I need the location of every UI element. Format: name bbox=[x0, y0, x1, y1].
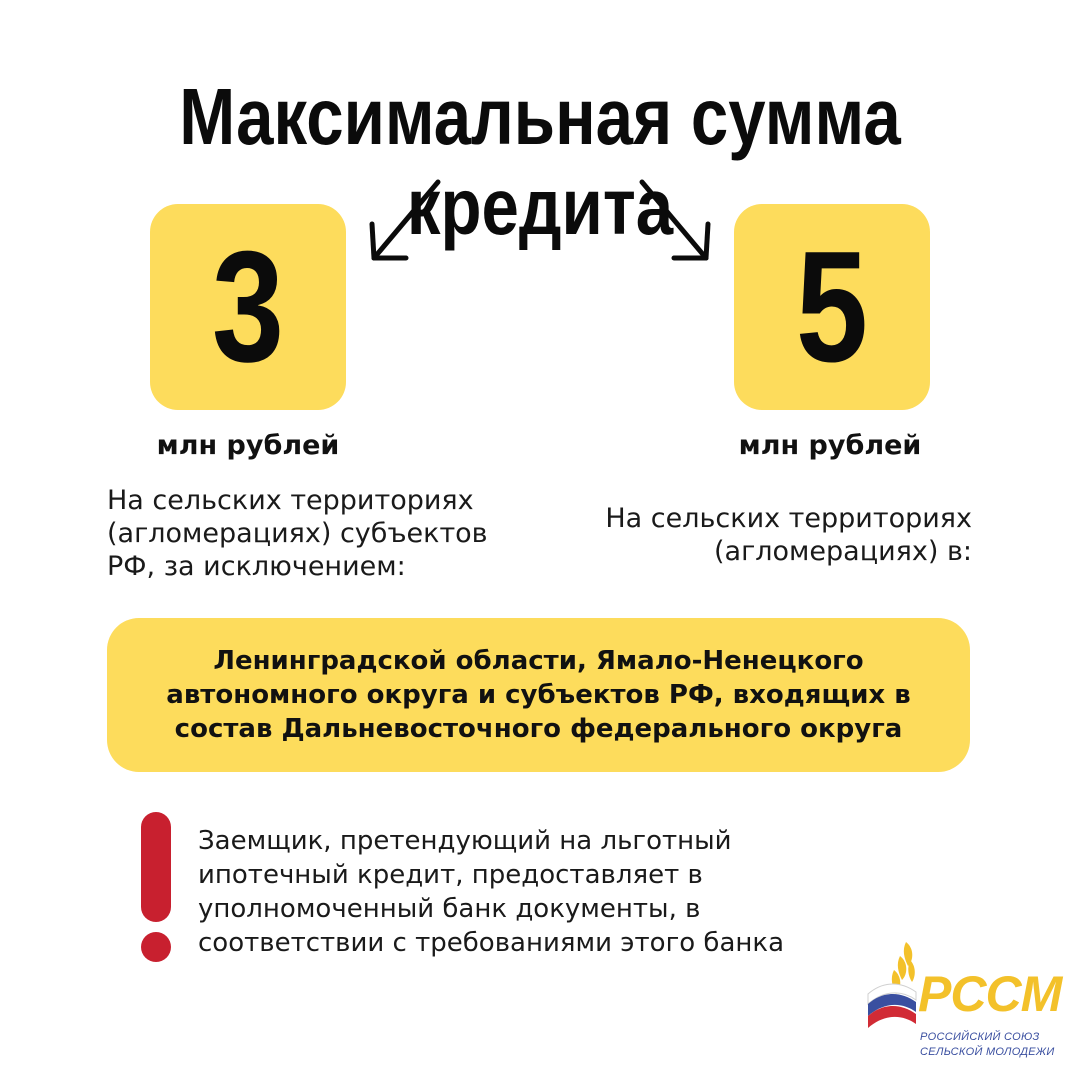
description-left: На сельских территориях (агломерациях) субъектов РФ, за исключением: bbox=[107, 485, 488, 582]
exclamation-dot-icon bbox=[141, 932, 171, 962]
arrow-down-right-icon bbox=[630, 172, 720, 272]
unit-left: млн рублей bbox=[156, 430, 340, 461]
regions-line: состав Дальневосточного федерального округа bbox=[174, 714, 903, 744]
amount-box-left bbox=[150, 204, 346, 410]
arrow-down-left-icon bbox=[360, 172, 450, 272]
regions-line: автономного округа и субъектов РФ, входящих в bbox=[166, 680, 911, 710]
borrower-note: Заемщик, претендующий на льготный ипотечный кредит, предоставляет в уполномоченный банк документы, в соответствии с требованиями этого банка bbox=[198, 826, 785, 958]
unit-right: млн рублей bbox=[738, 430, 922, 461]
regions-box bbox=[107, 618, 970, 772]
amount-box-right bbox=[734, 204, 930, 410]
logo-name: РССМ bbox=[918, 966, 1062, 1022]
amount-right: 5 bbox=[795, 219, 869, 395]
logo-subtitle-line2: СЕЛЬСКОЙ МОЛОДЕЖИ bbox=[920, 1046, 1055, 1058]
regions-line: Ленинградской области, Ямало-Ненецкого bbox=[213, 646, 864, 676]
page-title: Максимальная сумма кредита bbox=[179, 72, 901, 251]
description-right: На сельских территориях (агломерациях) в: bbox=[605, 503, 972, 567]
exclamation-icon bbox=[141, 812, 171, 922]
logo-subtitle-line1: РОССИЙСКИЙ СОЮЗ bbox=[920, 1031, 1040, 1043]
amount-left: 3 bbox=[211, 219, 285, 395]
